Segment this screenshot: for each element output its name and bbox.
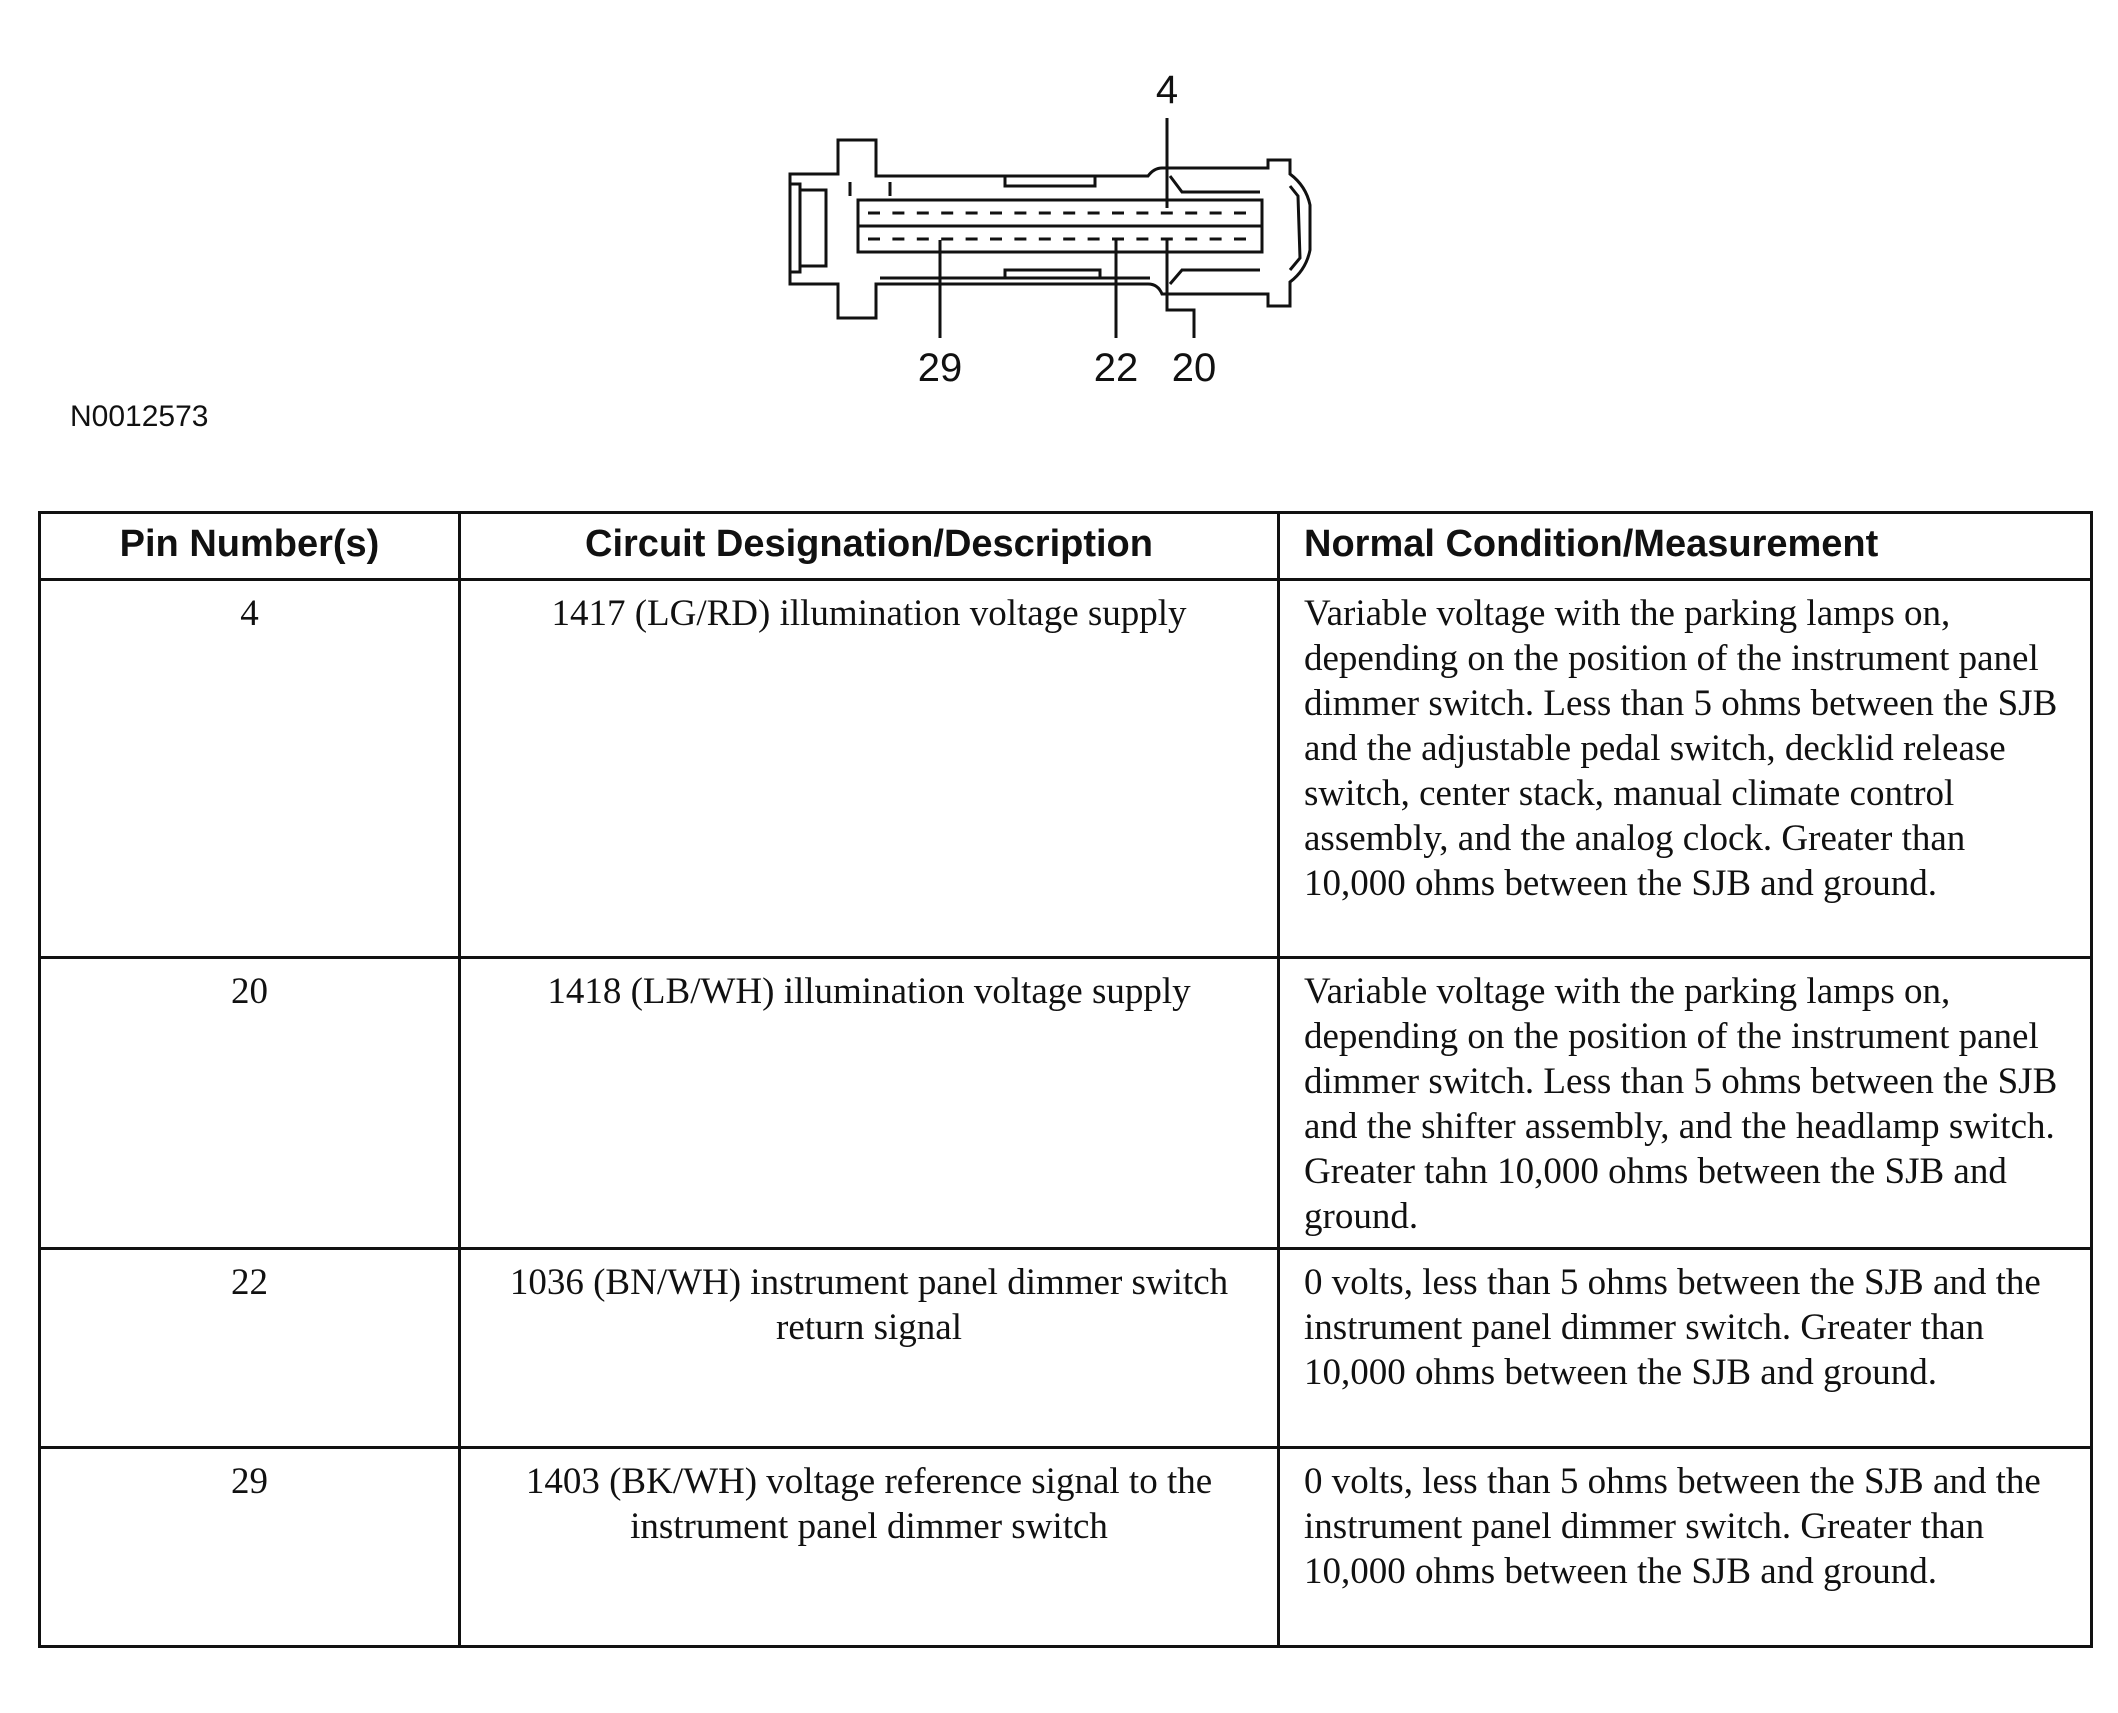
table-row	[40, 958, 2092, 1249]
circuit-description-cell: 1403 (BK/WH) voltage reference signal to the instrument panel dimmer switch	[460, 1448, 1279, 1647]
table-row	[40, 1249, 2092, 1448]
connector-end-cap	[1290, 186, 1300, 270]
table-header-row	[40, 513, 2092, 580]
normal-condition-cell: 0 volts, less than 5 ohms between the SJB and the instrument panel dimmer switch. Greater than 10,000 ohms between the SJB and ground.	[1279, 1249, 2092, 1448]
normal-condition-cell: 0 volts, less than 5 ohms between the SJB and the instrument panel dimmer switch. Greater than 10,000 ohms between the SJB and ground.	[1279, 1448, 2092, 1647]
normal-condition-cell: Variable voltage with the parking lamps on, depending on the position of the instrument panel dimmer switch. Less than 5 ohms between the SJB and the adjustable pedal switch, decklid release switch, center stack, manual climate control assembly, and the analog clock. Greater than 10,000 ohms between the SJB and ground.	[1279, 580, 2092, 958]
header-pin-numbers: Pin Number(s)	[40, 513, 460, 580]
circuit-description-cell: 1036 (BN/WH) instrument panel dimmer switch return signal	[460, 1249, 1279, 1448]
circuit-description-cell: 1418 (LB/WH) illumination voltage supply	[460, 958, 1279, 1249]
connector-rib	[850, 176, 1260, 284]
pin-callout-4: 4	[1155, 68, 1179, 112]
header-circuit-description: Circuit Designation/Description	[460, 513, 1279, 580]
pin-number-cell: 4	[40, 580, 460, 958]
table-row	[40, 1448, 2092, 1647]
pin-specification-table	[38, 511, 2093, 1648]
circuit-description-cell: 1417 (LG/RD) illumination voltage supply	[460, 580, 1279, 958]
pin-number-cell: 29	[40, 1448, 460, 1647]
connector-latch	[790, 184, 826, 272]
header-normal-condition: Normal Condition/Measurement	[1279, 513, 2092, 580]
table-row	[40, 580, 2092, 958]
figure-id: N0012573	[70, 400, 209, 433]
connector-housing	[790, 140, 1310, 318]
leader-line-pin-20	[1167, 240, 1194, 338]
pin-number-cell: 22	[40, 1249, 460, 1448]
normal-condition-cell: Variable voltage with the parking lamps on, depending on the position of the instrument panel dimmer switch. Less than 5 ohms between the SJB and the shifter assembly, and the headlamp switch. Greater tahn 10,000 ohms between the SJB and ground.	[1279, 958, 2092, 1249]
connector-diagram	[0, 0, 2118, 420]
pin-callout-20: 20	[1171, 346, 1217, 390]
pin-callout-29: 29	[917, 346, 963, 390]
pin-callout-22: 22	[1093, 346, 1139, 390]
pin-number-cell: 20	[40, 958, 460, 1249]
